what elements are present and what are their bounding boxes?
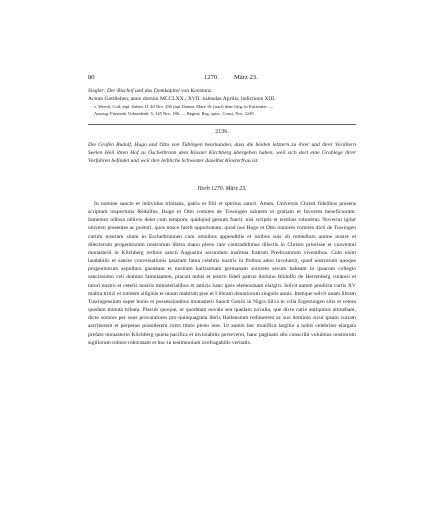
section-divider [88, 124, 356, 125]
source-note-line: v. Weech, Cod. dipl. Salem. II. 40 Nro. 456 (mit Datum: März 16.) nach dem Orig. in Karlsruhe. — [94, 104, 274, 109]
charter-paragraph: In nomine sancte et individue trinitatis, patris et filii et spiritus sancti. Amen. Universis Christi fidelibus presens scriptum inspecturis Rŏdolfus, Hugo et Otto comites de Tuwingen salutem et gratiam et favorem beneficiorum. Inmemor odiosa oblivio delet cum tempore, quidquid gestum fuerit, nisi scriptis et testibus roboretur. Noverint igitur universi presentes ac postori, quos nosce fuerit opportunum, quod nos Hugo et Otto iuniores comites dicti de Tuwingen curtim nostram sitam in Eschelbrunnen cum omnibus appenditiis et iuribus suis ob remedium anime nostre et dilectorum progenitorum nostrorum libera manu pleno iure contradidimus dilectis in Christo priorisse et conventui monasterii in Kilchberg ordinis sancti Augustini secundum instituta fratrum Predicatorum viventibus. Cum enim laudabilis et sancte conversationis ipsarum fama celebris nostris in finibus adeo involuerit, quod nostrorum quoque progenitorum sepultura gaudeant et nostram karissimam germanam sororem secum habeant in ipsarum collegio sanctissimo celi domino famulantem, placuit nobis et nostro fideli patruo domino Rŏdolfo de Herrenberg curatori et tutori nostro et ceteris nostris ministerialibus et amicis hanc ipsis elemosinam elargiri. Solvit autem predicta curtis XV maltra tritici et totidem siliginis et unum maltrum pise et I libram denariorum singulis annis. Itemque solvit unam libram Tuwingensium super bonis et possessionibus monasterii Sancti Georii in Nigra Silva in villa Ergetzingen sitis et cetera quedam minuta tributa. Placuit quoque, ut quoddam novale seu quedam novalia, que dicte curie antiquitus attinebant, dicte sorores per suos procuratores pro quinquaginta libris Hallensium redimerent ac suo dominio sicut ipsam curiam ascriberent et perpetuo possiderent certo titulo pleno iure. Ut autem hec munifica largitio a nobis celebriter elargata prefato monasterio Kilchberg quieta pacifica et inviolabilis perseveret, hanc paginam sibi conscribi voluimus nostrorum sigillorum robore roboratam et hoc in testimonium irrefragabilis veritatis. [88, 201, 356, 346]
document-number: 2136. [215, 129, 229, 135]
actum-line: Actum Gottlieben, anno domini MCCLXX., XVII. kalendas Aprilis, indictione XIII. [88, 96, 276, 102]
header-year: 1270. [204, 74, 219, 81]
page-number: 80 [88, 74, 95, 81]
dateline: Horb 1270. März 23. [197, 186, 247, 192]
header-date: März 23. [234, 74, 258, 81]
source-note [88, 103, 356, 117]
source-note-line: Auszug: Fürstenb. Urkundenb. 5, 145 Nro. 186. — Regest: Reg. episc. Const. Nro. 2249. [94, 111, 255, 117]
charter-text [88, 200, 356, 347]
sender-line: Siegler: Der Bischof und das Domkapitel von Konstanz. [88, 88, 213, 94]
regest-summary: Die Grafen Rudolf, Hugo und Otto von Tübingen beurkunden, dass die beiden letztern zu ihrer und ihrer Vorältern Seelen Heil ihren Hof zu Öschelbronn dem Kloster Kirchberg übergeben haben, weil sich dort eine Grablege ihrer Vorfahren befindet und weil ihre leibliche Schwester daselbst Klosterfrau ist. [88, 142, 356, 164]
